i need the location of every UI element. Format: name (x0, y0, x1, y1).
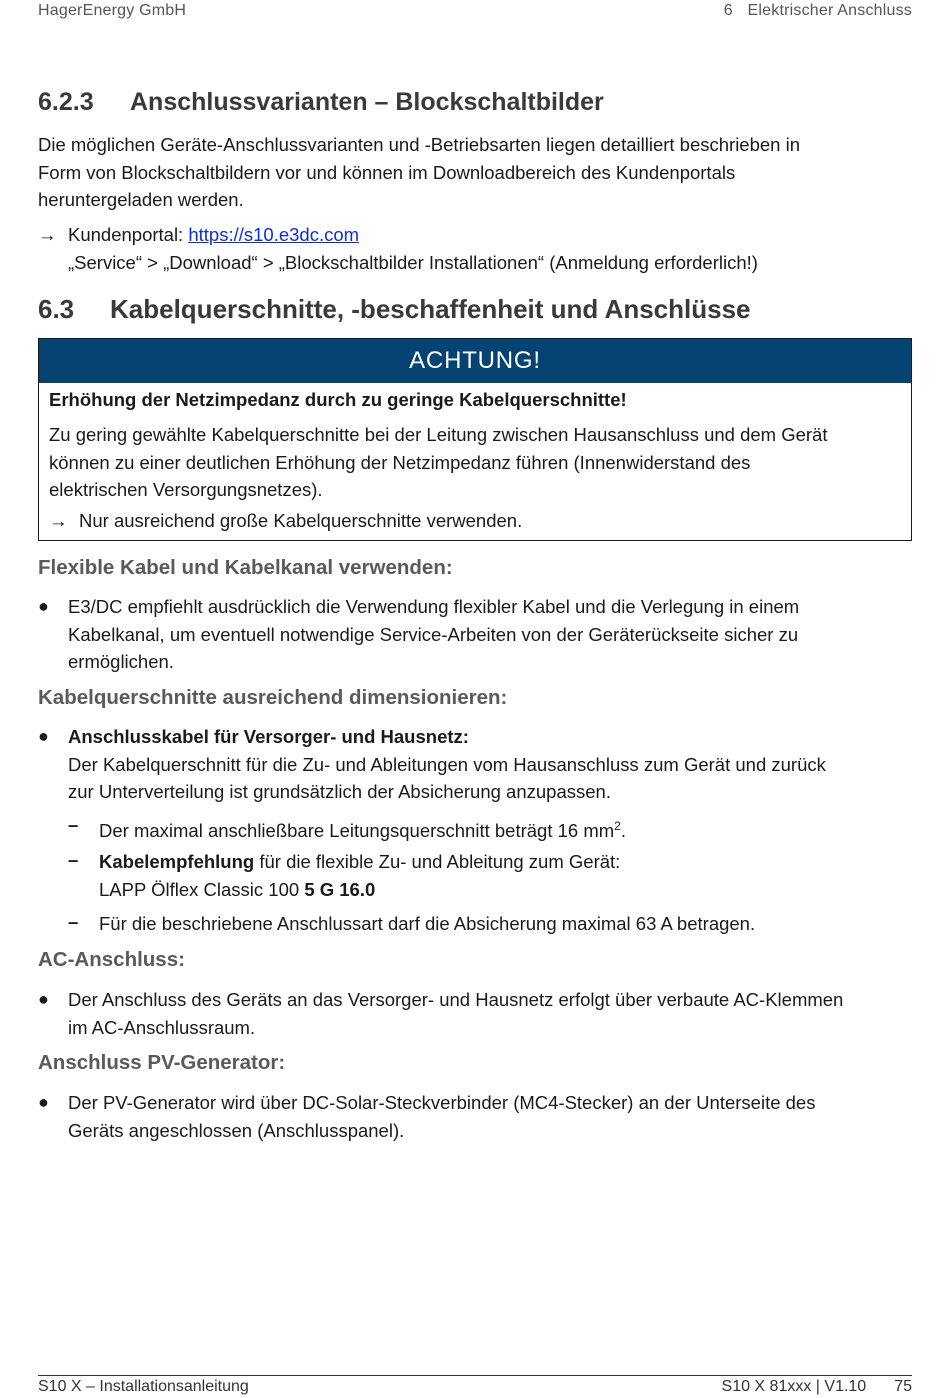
section-63-heading (38, 294, 751, 325)
cable-type: LAPP Ölflex Classic 100 (99, 878, 305, 900)
punctuation: . (620, 820, 626, 842)
portal-reference (38, 221, 908, 276)
dash-icon: – (68, 814, 79, 835)
arrow-right-icon: → (49, 510, 68, 531)
warning-action-text: Nur ausreichend große Kabelquerschnitte verwenden. (79, 510, 523, 531)
portal-path: „Service“ > „Download“ > „Blockschaltbilder Installationen“ (Anmeldung erforderlich!) (68, 251, 758, 273)
section-title: Kabelquerschnitte, -beschaffenheit und Anschlüsse (110, 294, 751, 324)
list-item (38, 1089, 908, 1144)
list-item (38, 986, 908, 1041)
warning-banner: ACHTUNG! (39, 339, 911, 383)
warning-title: Erhöhung der Netzimpedanz durch zu geringe Kabelquerschnitte! (49, 389, 627, 410)
section-623-heading (38, 88, 604, 117)
body-line: heruntergeladen werden. (38, 189, 244, 210)
flexible-heading: Flexible Kabel und Kabelkanal verwenden: (38, 556, 453, 579)
list-line: Geräts angeschlossen (Anschlusspanel). (68, 1119, 405, 1141)
bullet-icon: ● (38, 989, 49, 1009)
ac-heading: AC-Anschluss: (38, 948, 185, 971)
body-line: Form von Blockschaltbildern vor und können im Downloadbereich des Kundenportals (38, 161, 736, 183)
list-line: Der Anschluss des Geräts an das Versorger- und Hausnetz erfolgt über verbaute AC-Klemmen (68, 989, 844, 1010)
sub-list-item (68, 910, 908, 938)
sub-item-text: für die flexible Zu- und Ableitung zum Gerät: (254, 851, 621, 872)
list-line: Kabelkanal, um eventuell notwendige Service-Arbeiten von der Geräterückseite sicher zu (68, 623, 799, 645)
warning-line: Zu gering gewählte Kabelquerschnitte bei der Leitung zwischen Hausanschluss und dem Gerät (49, 424, 828, 445)
arrow-right-icon: → (38, 224, 57, 245)
warning-line: elektrischen Versorgungsnetzes). (49, 479, 323, 500)
list-line: E3/DC empfiehlt ausdrücklich die Verwendung flexibler Kabel und die Verlegung in einem (68, 596, 800, 617)
list-line: Der Kabelquerschnitt für die Zu- und Ableitungen vom Hausanschluss zum Gerät und zurück (68, 753, 826, 775)
warning-action (49, 510, 522, 532)
warning-body (49, 421, 899, 504)
section-number: 6.3 (38, 294, 75, 324)
sub-list-item (68, 813, 908, 845)
header-company: HagerEnergy GmbH (38, 2, 187, 19)
sub-list-item (68, 848, 908, 903)
header-chapter (724, 2, 912, 20)
header-chapter-title: Elektrischer Anschluss (747, 2, 912, 19)
list-item (38, 593, 908, 676)
list-line: im AC-Anschlussraum. (68, 1016, 256, 1038)
dash-icon: – (68, 911, 79, 932)
list-line: Der PV-Generator wird über DC-Solar-Steckverbinder (MC4-Stecker) an der Unterseite des (68, 1092, 816, 1113)
sub-item-text: Für die beschriebene Anschlussart darf die Absicherung maximal 63 A betragen. (99, 913, 756, 934)
footer-document: S10 X – Installationsanleitung (38, 1378, 249, 1395)
list-line: ermöglichen. (68, 651, 174, 672)
page-number: 75 (894, 1378, 912, 1395)
footer-divider (38, 1375, 912, 1376)
cable-spec: 5 G 16.0 (304, 878, 376, 900)
dimension-heading: Kabelquerschnitte ausreichend dimensionieren: (38, 686, 508, 709)
header-chapter-number: 6 (723, 2, 733, 19)
bullet-icon: ● (38, 596, 49, 616)
body-line: Die möglichen Geräte-Anschlussvarianten und -Betriebsarten liegen detailliert beschrieben in (38, 134, 801, 155)
list-line: zur Unterverteilung ist grundsätzlich der Absicherung anzupassen. (68, 781, 611, 802)
warning-box (38, 338, 912, 541)
cable-recommendation-label: Kabelempfehlung (99, 851, 255, 872)
section-number: 6.2.3 (38, 88, 94, 116)
list-item (38, 723, 908, 806)
footer-version: S10 X 81xxx | V1.10 (721, 1378, 867, 1395)
warning-line: können zu einer deutlichen Erhöhung der Netzimpedanz führen (Innenwiderstand des (49, 451, 751, 473)
footer-meta (722, 1378, 912, 1396)
pv-heading: Anschluss PV-Generator: (38, 1051, 286, 1074)
section-623-body (38, 131, 908, 214)
bullet-icon: ● (38, 1092, 49, 1112)
section-title: Anschlussvarianten – Blockschaltbilder (130, 88, 604, 116)
list-item-title: Anschlusskabel für Versorger- und Hausnetz: (68, 726, 469, 747)
sub-item-text: Der maximal anschließbare Leitungsquerschnitt beträgt 16 mm (99, 820, 615, 842)
portal-label: Kundenportal: (68, 224, 189, 245)
bullet-icon: ● (38, 726, 49, 746)
portal-link[interactable]: https://s10.e3dc.com (188, 224, 360, 245)
dash-icon: – (68, 849, 79, 870)
superscript: 2 (614, 819, 621, 833)
